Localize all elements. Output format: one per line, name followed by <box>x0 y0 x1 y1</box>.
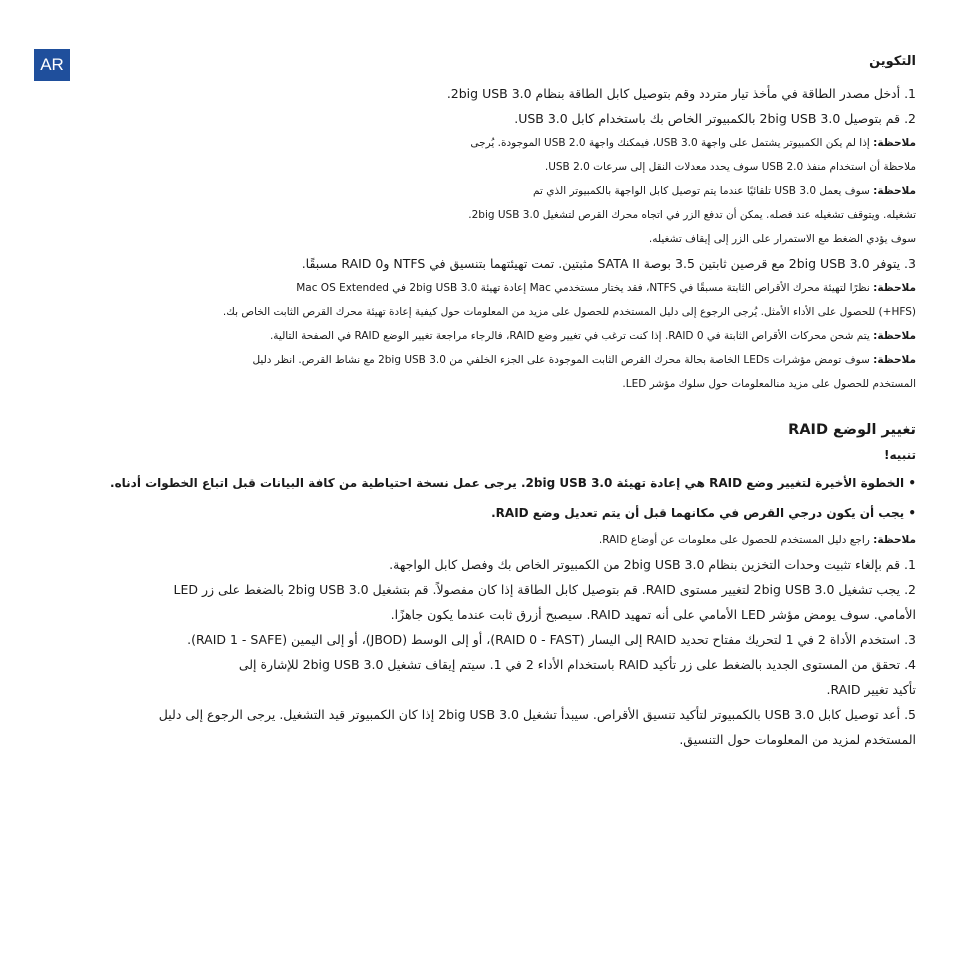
page-content <box>90 54 916 752</box>
raid-step-2-cont: الأمامي. سوف يومض مؤشر LED الأمامي على أنه تمهيد RAID. سيصبح أزرق ثابت عندما يكون جاهزًا. <box>390 607 916 622</box>
language-badge: AR <box>34 49 70 81</box>
raid-step-3: 3. استخدم الأداة 2 في 1 لتحريك مفتاح تحديد RAID إلى اليسار (RAID 0 - FAST)، أو إلى الوسط (JBOD)، أو إلى اليمين (RAID 1 - SAFE). <box>187 632 916 647</box>
note-text: نظرًا لتهيئة محرك الأقراص الثابتة مسبقًا في NTFS، فقد يختار مستخدمي Mac إعادة تهيئة 2big USB 3.0 في Mac OS Extended <box>296 282 870 294</box>
raid-step-5: 5. أعد توصيل كابل USB 3.0 بالكمبيوتر لتأكيد تنسيق الأقراص. سيبدأ تشغيل 2big USB 3.0 إذا كان الكمبيوتر قيد التشغيل. يرجى الرجوع إلى دليل <box>158 707 916 722</box>
note-label: ملاحظة: <box>873 185 916 197</box>
setup-note-1 <box>90 131 916 155</box>
setup-note-2-cont2: سوف يؤدي الضغط مع الاستمرار على الزر إلى إيقاف تشغيله. <box>648 233 916 245</box>
note-label: ملاحظة: <box>873 282 916 294</box>
setup-note-4 <box>90 324 916 348</box>
raid-step-1: 1. قم بإلغاء تثبيت وحدات التخزين بنظام 2big USB 3.0 من الكمبيوتر الخاص بك وفصل كابل الواجهة. <box>389 557 916 572</box>
raid-note <box>90 528 916 552</box>
raid-heading: تغيير الوضع RAID <box>788 422 916 438</box>
note-text: سوف تومض مؤشرات LEDs الخاصة بحالة محرك القرص الثابت الموجودة على الجزء الخلفي من 2big USB 3.0 مع نشاط القرص. انظر دليل <box>252 354 870 366</box>
raid-step-5-cont: المستخدم لمزيد من المعلومات حول التنسيق. <box>679 732 916 747</box>
note-text: سوف يعمل USB 3.0 تلقائيًا عندما يتم توصيل كابل الواجهة بالكمبيوتر الذي تم <box>533 185 870 197</box>
raid-step-2: 2. يجب تشغيل 2big USB 3.0 لتغيير مستوى RAID. قم بتوصيل كابل الطاقة إذا كان مفصولاً. قم بتشغيل 2big USB 3.0 بالضغط على زر LED <box>173 582 916 597</box>
setup-note-5 <box>90 348 916 372</box>
warning-bullet-1: • الخطوة الأخيرة لتغيير وضع RAID هي إعادة تهيئة 2big USB 3.0. يرجى عمل نسخة احتياطية من كافة البيانات قبل اتباع الخطوات أدناه. <box>110 476 916 490</box>
note-label: ملاحظة: <box>873 534 916 546</box>
setup-heading: التكوين <box>869 54 916 69</box>
raid-step-4-cont: تأكيد تغيير RAID. <box>826 682 916 697</box>
setup-note-1-cont: ملاحظة أن استخدام منفذ USB 2.0 سوف يحدد معدلات النقل إلى سرعات USB 2.0. <box>544 161 916 173</box>
setup-note-5-cont: المستخدم للحصول على مزيد منالمعلومات حول سلوك مؤشر LED. <box>622 378 916 390</box>
note-text: إذا لم يكن الكمبيوتر يشتمل على واجهة USB 3.0، فيمكنك واجهة USB 2.0 الموجودة. يُرجى <box>470 137 870 149</box>
warning-bullet-2: • يجب أن يكون درجي القرص في مكانهما قبل أن يتم تعديل وضع RAID. <box>491 506 916 520</box>
note-label: ملاحظة: <box>873 330 916 342</box>
note-label: ملاحظة: <box>873 354 916 366</box>
setup-note-3 <box>90 276 916 300</box>
setup-note-3-cont: (HFS+) للحصول على الأداء الأمثل. يُرجى الرجوع إلى دليل المستخدم للحصول على مزيد من المعلومات حول كيفية إعادة تهيئة محرك القرص الثابت الخاص بك. <box>222 306 916 318</box>
setup-step-1: 1. أدخل مصدر الطاقة في مأخذ تيار متردد وقم بتوصيل كابل الطاقة بنظام 2big USB 3.0. <box>446 86 916 101</box>
setup-step-2: 2. قم بتوصيل 2big USB 3.0 بالكمبيوتر الخاص بك باستخدام كابل USB 3.0. <box>514 111 916 126</box>
note-label: ملاحظة: <box>873 137 916 149</box>
warning-title: تنبيه! <box>884 448 916 462</box>
setup-note-2 <box>90 179 916 203</box>
note-text: يتم شحن محركات الأقراص الثابتة في RAID 0. إذا كنت ترغب في تغيير وضع RAID، فالرجاء مراجعة تغيير الوضع RAID في الصفحة التالية. <box>269 330 870 342</box>
note-text: راجع دليل المستخدم للحصول على معلومات عن أوضاع RAID. <box>598 534 870 546</box>
setup-step-3: 3. يتوفر 2big USB 3.0 مع قرصين ثابتين 3.5 بوصة SATA II مثبتين. تمت تهيئتهما بتنسيق في NTFS وRAID 0 مسبقًا. <box>301 256 916 271</box>
raid-step-4: 4. تحقق من المستوى الجديد بالضغط على زر تأكيد RAID باستخدام الأداء 2 في 1. سيتم إيقاف تشغيل 2big USB 3.0 للإشارة إلى <box>238 657 916 672</box>
setup-note-2-cont: تشغيله. ويتوقف تشغيله عند فصله. يمكن أن تدفع الزر في اتجاه محرك القرص لتشغيل 2big USB 3.0. <box>468 209 916 221</box>
